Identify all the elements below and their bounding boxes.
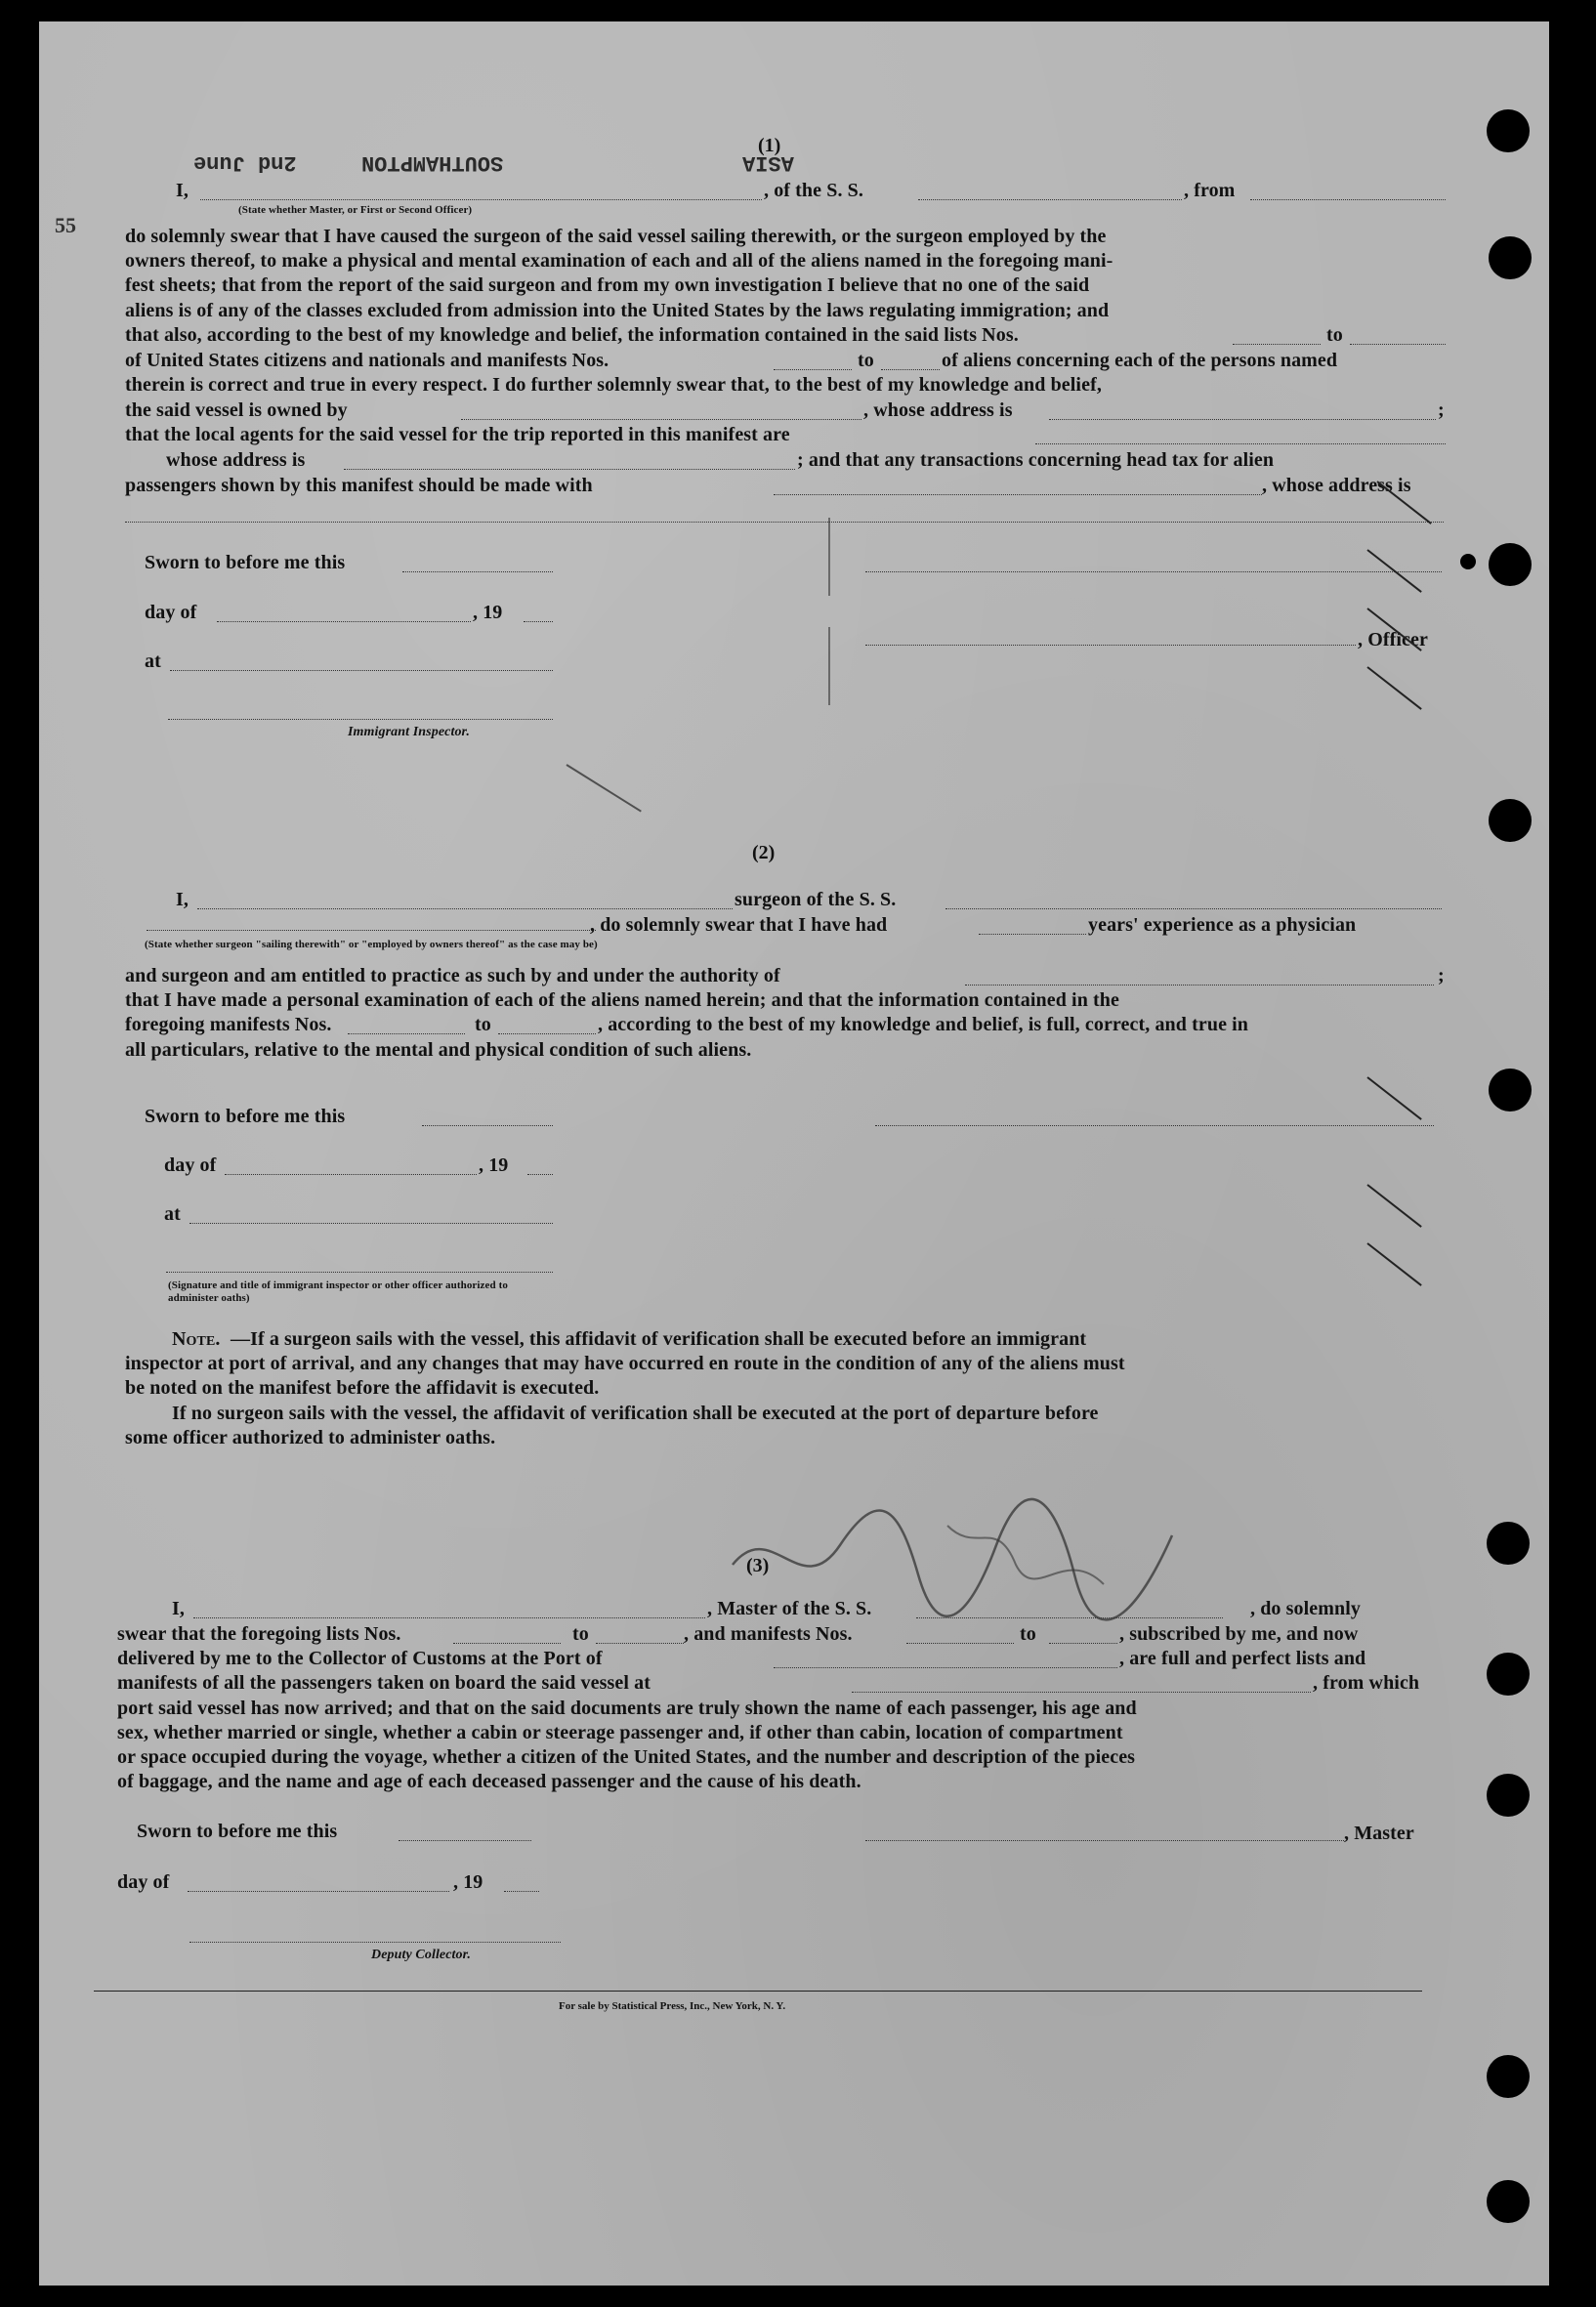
owner-address-field[interactable]	[1049, 419, 1436, 420]
section-2-number: (2)	[752, 842, 776, 863]
surgeon-swear-label: , do solemnly swear that I have had	[590, 914, 888, 936]
section-2-line-3: foregoing manifests Nos.	[125, 1014, 332, 1035]
section-1-day-field[interactable]	[217, 621, 471, 622]
section-1-line-3: fest sheets; that from the report of the said surgeon and from my own investigation I believe that no one of the said	[125, 274, 1090, 296]
handwritten-scrawl-stroke	[733, 1499, 1172, 1619]
section-1-number: (1)	[758, 135, 781, 156]
owner-address-label: , whose address is	[863, 399, 1013, 421]
deputy-collector-caption: Deputy Collector.	[371, 1948, 472, 1962]
surgeon-manifests-to-label: to	[475, 1014, 491, 1035]
punch-hole	[1489, 236, 1532, 279]
section-1-line-9: that the local agents for the said vessel for the trip reported in this manifest are	[125, 424, 790, 445]
head-tax-party-field[interactable]	[774, 494, 1262, 495]
note-line-5: some officer authorized to administer oaths.	[125, 1427, 496, 1448]
section-1-sworn-field[interactable]	[402, 571, 553, 572]
section-3-master-name-field[interactable]	[193, 1617, 705, 1618]
master-caption: (State whether Master, or First or Second Officer)	[238, 204, 473, 216]
section-2-year-field[interactable]	[527, 1174, 553, 1175]
section-3-line-1: swear that the foregoing lists Nos.	[117, 1623, 401, 1645]
note-line-3: be noted on the manifest before the affidavit is executed.	[125, 1377, 600, 1399]
section-2-sworn-label: Sworn to before me this	[145, 1106, 346, 1127]
punch-hole	[1487, 1774, 1530, 1817]
punch-hole	[1487, 1522, 1530, 1565]
pencil-tick	[1366, 1184, 1421, 1228]
section-1-day-label: day of	[145, 602, 197, 623]
section-2-signature-caption: (Signature and title of immigrant inspector or other officer authorized to administer oaths)	[168, 1279, 508, 1304]
manifests-from-field[interactable]	[774, 369, 852, 370]
section-3-i-label: I,	[172, 1598, 185, 1619]
pencil-tick	[566, 764, 641, 812]
section-1-line-10: whose address is	[166, 449, 306, 471]
of-aliens-label: of aliens concerning each of the persons named	[942, 350, 1338, 371]
according-label: , according to the best of my knowledge and belief, is full, correct, and true in	[598, 1014, 1249, 1035]
owner-semicolon: ;	[1438, 399, 1445, 421]
section-1-line-8: the said vessel is owned by	[125, 399, 348, 421]
section-1-at-field[interactable]	[170, 670, 553, 671]
section-1-line-7: therein is correct and true in every respect. I do further solemnly swear that, to the best of my knowledge and belief,	[125, 374, 1102, 396]
section-3-year-field[interactable]	[504, 1891, 539, 1892]
surgeon-ship-field[interactable]	[945, 908, 1442, 909]
authority-field[interactable]	[965, 985, 1434, 986]
punch-hole	[1489, 799, 1532, 842]
section-3-lists-from-field[interactable]	[453, 1643, 561, 1644]
section-2-line-4: all particulars, relative to the mental and physical condition of such aliens.	[125, 1039, 752, 1061]
from-label: , from	[1184, 180, 1236, 201]
section-2-at-field[interactable]	[189, 1223, 553, 1224]
head-tax-address-label: , whose address is	[1262, 475, 1411, 496]
section-3-line-7: of baggage, and the name and age of each deceased passenger and the cause of his death.	[117, 1771, 861, 1792]
from-port-field[interactable]	[1250, 199, 1446, 200]
inspector-signature-field[interactable]	[168, 719, 553, 720]
manifests-to-field[interactable]	[881, 369, 940, 370]
surgeon-years-field[interactable]	[979, 934, 1086, 935]
do-solemnly-label: , do solemnly	[1250, 1598, 1361, 1619]
mirrored-imprint-date: 2nd June	[193, 150, 297, 175]
mirrored-imprint-ship: ASIA	[742, 150, 794, 175]
of-ss-label: , of the S. S.	[764, 180, 863, 201]
mirrored-imprint-port: SOUTHAMPTON	[361, 150, 504, 175]
note-line-4: If no surgeon sails with the vessel, the affidavit of verification shall be executed at the port of departure before	[172, 1403, 1099, 1424]
master-signature-field[interactable]	[865, 1840, 1344, 1841]
punch-hole	[1487, 2180, 1530, 2223]
immigrant-inspector-caption: Immigrant Inspector.	[348, 725, 470, 739]
punch-hole	[1489, 1069, 1532, 1112]
port-of-field[interactable]	[774, 1667, 1117, 1668]
punch-hole	[1487, 1653, 1530, 1696]
section-3-sworn-label: Sworn to before me this	[137, 1821, 338, 1842]
agents-field[interactable]	[1035, 443, 1446, 444]
head-tax-address-field[interactable]	[125, 522, 1444, 523]
master-label: , Master	[1344, 1823, 1414, 1844]
punch-hole	[1489, 543, 1532, 586]
handwritten-scrawl	[713, 1487, 1221, 1643]
lists-from-field[interactable]	[1233, 344, 1321, 345]
page-mark: 55	[55, 213, 76, 237]
years-experience-label: years' experience as a physician	[1088, 914, 1357, 936]
publisher-imprint: For sale by Statistical Press, Inc., New York, N. Y.	[559, 2000, 786, 2012]
ship-name-field[interactable]	[918, 199, 1182, 200]
officer-label: , Officer	[1358, 629, 1428, 650]
and-manifests-label: , and manifests Nos.	[684, 1623, 853, 1645]
master-name-field[interactable]	[200, 199, 762, 200]
surgeon-signature-field[interactable]	[875, 1125, 1434, 1126]
section-1-line-11: passengers shown by this manifest should be made with	[125, 475, 593, 496]
section-3-number: (3)	[746, 1555, 770, 1576]
section-1-i-label: I,	[176, 180, 189, 201]
section-2-day-label: day of	[164, 1154, 217, 1176]
note-line-1: —If a surgeon sails with the vessel, this affidavit of verification shall be executed before an immigrant	[231, 1328, 1087, 1350]
section-3-sworn-field[interactable]	[399, 1840, 531, 1841]
surgeon-type-field[interactable]	[147, 930, 596, 931]
section-2-at-label: at	[164, 1203, 181, 1225]
subscribed-label: , subscribed by me, and now	[1119, 1623, 1359, 1645]
manifests-to-label: to	[858, 350, 874, 371]
section-2-sworn-field[interactable]	[422, 1125, 553, 1126]
punch-hole	[1487, 2055, 1530, 2098]
section-1-line-5: that also, according to the best of my knowledge and belief, the information contained in the said lists Nos.	[125, 324, 1019, 346]
handwritten-scrawl-stroke	[947, 1526, 1104, 1584]
surgeon-manifests-to-field[interactable]	[498, 1033, 596, 1034]
lists-to-label: to	[1326, 324, 1343, 346]
from-which-label: , from which	[1313, 1672, 1420, 1694]
bleed-through-mark	[828, 518, 830, 596]
owner-field[interactable]	[461, 419, 861, 420]
section-2-officer-signature-field[interactable]	[166, 1272, 553, 1273]
punch-hole	[1460, 554, 1476, 569]
master-of-label: , Master of the S. S.	[707, 1598, 872, 1619]
section-3-manifests-to-field[interactable]	[1049, 1643, 1117, 1644]
note-label	[172, 1328, 221, 1351]
section-2-i-label: I,	[176, 889, 189, 910]
section-3-year: , 19	[453, 1871, 483, 1893]
surgeon-name-field[interactable]	[197, 908, 733, 909]
section-1-line-1: do solemnly swear that I have caused the surgeon of the said vessel sailing therewith, or the surgeon employed by the	[125, 226, 1107, 247]
section-3-line-2: delivered by me to the Collector of Customs at the Port of	[117, 1648, 603, 1669]
pencil-tick	[1366, 1242, 1421, 1286]
section-3-lists-to-field[interactable]	[596, 1643, 684, 1644]
section-2-line-1: and surgeon and am entitled to practice as such by and under the authority of	[125, 965, 780, 986]
section-3-day-field[interactable]	[188, 1891, 449, 1892]
lists-to-field[interactable]	[1350, 344, 1446, 345]
surgeon-caption: (State whether surgeon "sailing therewith" or "employed by owners thereof" as the case may be)	[145, 939, 598, 950]
footer-rule	[94, 1991, 1422, 1992]
section-1-line-2: owners thereof, to make a physical and mental examination of each and all of the aliens named in the foregoing mani-	[125, 250, 1113, 272]
authority-semicolon: ;	[1438, 965, 1445, 986]
section-3-manifests-from-field[interactable]	[906, 1643, 1014, 1644]
agents-address-field[interactable]	[344, 469, 795, 470]
punch-hole	[1487, 109, 1530, 152]
section-2-line-2: that I have made a personal examination of each of the aliens named herein; and that the information contained in the	[125, 989, 1119, 1011]
section-1-sworn-label: Sworn to before me this	[145, 552, 346, 573]
bleed-through-mark	[828, 627, 830, 705]
pencil-tick	[1366, 666, 1421, 710]
boarding-port-field[interactable]	[852, 1692, 1311, 1693]
surgeon-manifests-from-field[interactable]	[348, 1033, 465, 1034]
section-1-year-field[interactable]	[524, 621, 553, 622]
section-1-officer-sig-top[interactable]	[865, 571, 1442, 572]
officer-signature-field[interactable]	[865, 645, 1356, 646]
section-2-day-field[interactable]	[225, 1174, 477, 1175]
section-3-to1: to	[572, 1623, 589, 1645]
section-3-line-5: sex, whether married or single, whether a cabin or steerage passenger and, if other than cabin, location of compartment	[117, 1722, 1123, 1743]
section-1-year: , 19	[473, 602, 503, 623]
manifest-verification-page	[39, 21, 1549, 2286]
surgeon-of-label: surgeon of the S. S.	[735, 889, 897, 910]
pencil-tick	[1366, 1076, 1421, 1120]
section-1-line-6: of United States citizens and nationals and manifests Nos.	[125, 350, 609, 371]
head-tax-label: ; and that any transactions concerning head tax for alien	[797, 449, 1275, 471]
full-perfect-label: , are full and perfect lists and	[1119, 1648, 1366, 1669]
section-3-day-label: day of	[117, 1871, 170, 1893]
note-label-text: Note.	[172, 1328, 221, 1350]
section-3-line-3: manifests of all the passengers taken on board the said vessel at	[117, 1672, 651, 1694]
deputy-collector-signature-field[interactable]	[189, 1942, 561, 1943]
note-line-2: inspector at port of arrival, and any changes that may have occurred en route in the condition of any of the aliens must	[125, 1353, 1125, 1374]
section-3-line-6: or space occupied during the voyage, whether a citizen of the United States, and the number and description of the pieces	[117, 1746, 1136, 1768]
section-1-line-4: aliens is of any of the classes excluded from admission into the United States by the laws regulating immigration; and	[125, 300, 1110, 321]
section-1-at-label: at	[145, 650, 161, 672]
section-2-year: , 19	[479, 1154, 509, 1176]
section-3-line-4: port said vessel has now arrived; and that on the said documents are truly shown the name of each passenger, his age and	[117, 1698, 1137, 1719]
section-3-to2: to	[1020, 1623, 1036, 1645]
